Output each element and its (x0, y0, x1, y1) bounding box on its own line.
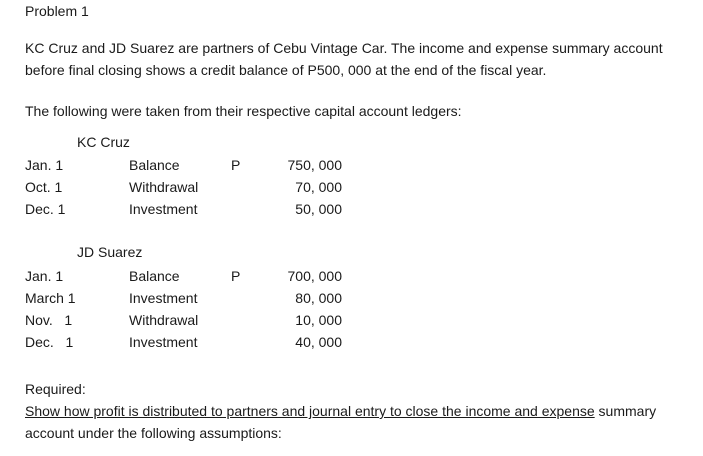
ledger-amount: 70, 000 (295, 179, 342, 195)
ledger-date: Nov. 1 (25, 312, 73, 328)
ledger-currency: P (231, 157, 241, 173)
ledger-description: Investment (129, 201, 198, 217)
ledger-description: Balance (129, 157, 180, 173)
ledger-date: March 1 (25, 290, 76, 306)
ledger-date: Jan. 1 (25, 268, 64, 284)
problem-title: Problem 1 (25, 3, 89, 19)
ledger-amount: 80, 000 (295, 290, 342, 306)
ledger-amount: 10, 000 (295, 312, 342, 328)
ledger-description: Balance (129, 268, 180, 284)
instruction-rest: summary account under the following assumptions: (25, 403, 657, 441)
ledger-description: Withdrawal (129, 179, 199, 195)
ledger-amount: 40, 000 (295, 334, 342, 350)
ledger-date: Dec. 1 (25, 201, 66, 217)
instruction-underlined: Show how profit is distributed to partners and journal entry to close the income and expense (25, 403, 595, 419)
problem-paragraph-ledgers-intro: The following were taken from their respective capital account ledgers: (25, 103, 462, 119)
ledger-row (0, 309, 703, 331)
ledger-row (0, 265, 703, 287)
ledger-partner-name: JD Suarez (77, 244, 143, 260)
problem-paragraph-intro: KC Cruz and JD Suarez are partners of Cebu Vintage Car. The income and expense summary account before final closing shows a credit balance of P500, 000 at the end of the fiscal year. (25, 40, 663, 78)
ledger-row (0, 287, 703, 309)
ledger-date: Dec. 1 (25, 334, 74, 350)
ledger-row (0, 176, 703, 198)
ledger-date: Jan. 1 (25, 157, 64, 173)
required-instruction (25, 400, 700, 444)
ledger-amount: 750, 000 (287, 157, 342, 173)
ledger-currency: P (231, 268, 241, 284)
ledger-partner-name: KC Cruz (77, 134, 130, 150)
ledger-description: Investment (129, 334, 198, 350)
ledger-amount: 700, 000 (287, 268, 342, 284)
ledger-description: Investment (129, 290, 198, 306)
ledger-row (0, 331, 703, 353)
required-label: Required: (25, 381, 86, 397)
ledger-date: Oct. 1 (25, 179, 63, 195)
ledger-row (0, 198, 703, 220)
ledger-description: Withdrawal (129, 312, 199, 328)
ledger-amount: 50, 000 (295, 201, 342, 217)
ledger-row (0, 154, 703, 176)
